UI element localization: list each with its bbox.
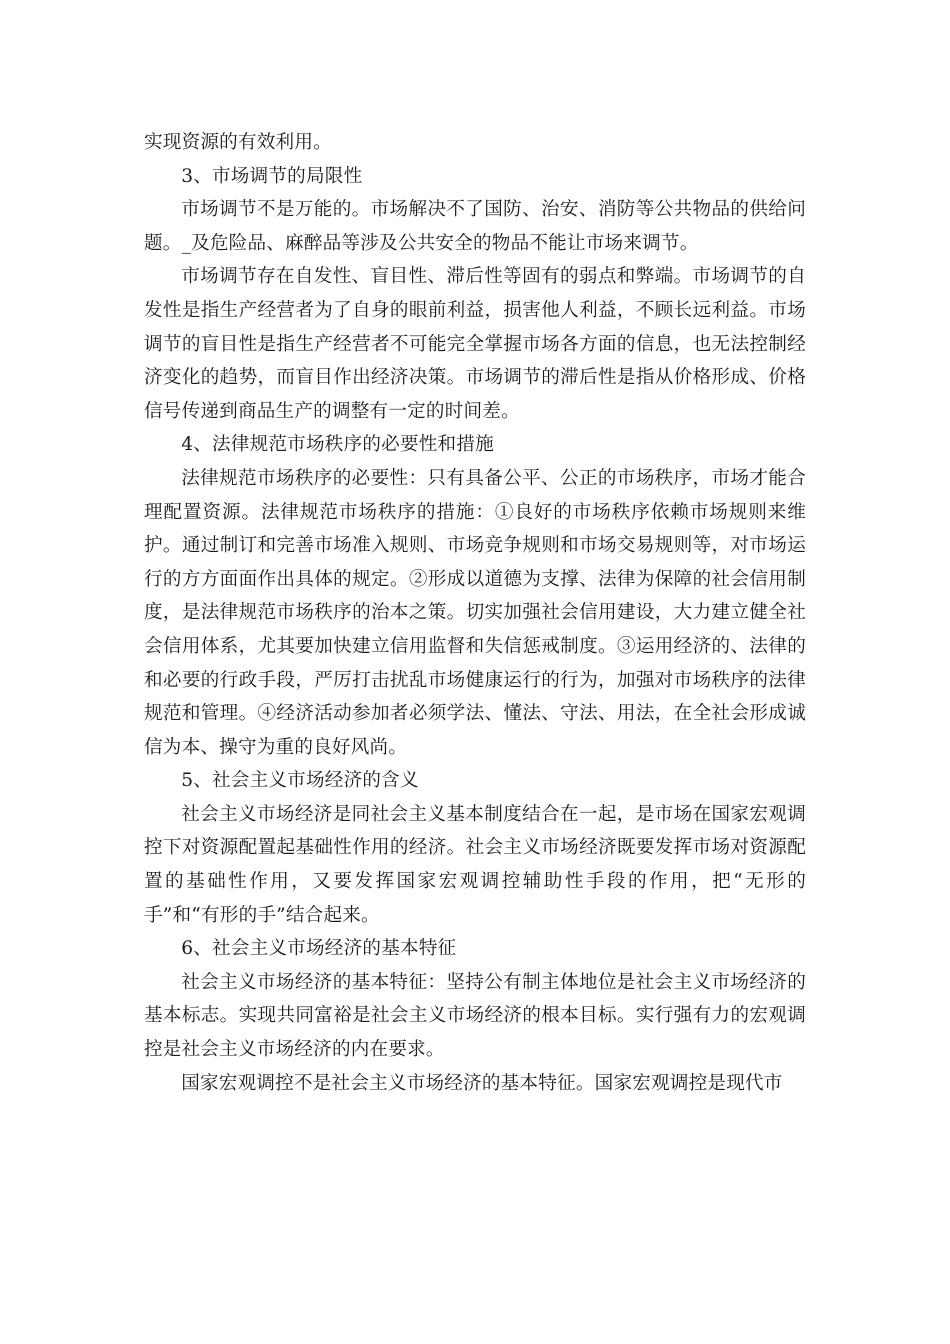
section-heading-6: 6、社会主义市场经济的基本特征 — [181, 938, 457, 960]
paragraph: 社会主义市场经济的基本特征：坚持公有制主体地位是社会主义市场经济的基本标志。实现共同富裕是社会主义市场经济的根本目标。实行强有力的宏观调控是社会主义市场经济的内在要求。 — [144, 971, 806, 1061]
section-heading-5: 5、社会主义市场经济的含义 — [181, 770, 419, 792]
section-heading-3: 3、市场调节的局限性 — [181, 165, 363, 187]
paragraph: 法律规范市场秩序的必要性：只有具备公平、公正的市场秩序，市场才能合理配置资源。法律规范市场秩序的措施：①良好的市场秩序依赖市场规则来维护。通过制订和完善市场准入规则、市场竞争规则和市场交易规则等，对市场运行的方方面面作出具体的规定。②形成以道德为支撑、法律为保障的社会信用制度，是法律规范市场秩序的治本之策。切实加强社会信用建设，大力建立健全社会信用体系，尤其要加快建立信用监督和失信惩戒制度。③运用经济的、法律的和必要的行政手段，严厉打击扰乱市场健康运行的行为，加强对市场秩序的法律规范和管理。④经济活动参加者必须学法、懂法、守法、用法，在全社会形成诚信为本、操守为重的良好风尚。 — [144, 467, 806, 758]
paragraph: 社会主义市场经济是同社会主义基本制度结合在一起，是市场在国家宏观调控下对资源配置起基础性作用的经济。社会主义市场经济既要发挥市场对资源配置的基础性作用，又要发挥国家宏观调控辅助性手段的作用，把“无形的手”和“有形的手”结合起来。 — [144, 803, 806, 926]
section-heading-4: 4、法律规范市场秩序的必要性和措施 — [181, 434, 494, 456]
paragraph: 市场调节不是万能的。市场解决不了国防、治安、消防等公共物品的供给问题。_及危险品、麻醉品等涉及公共安全的物品不能让市场来调节。 — [144, 199, 806, 254]
document-page — [144, 126, 806, 1100]
paragraph: 国家宏观调控不是社会主义市场经济的基本特征。国家宏观调控是现代市 — [181, 1072, 783, 1094]
paragraph-continuation: 实现资源的有效利用。 — [144, 132, 332, 153]
paragraph: 市场调节存在自发性、盲目性、滞后性等固有的弱点和弊端。市场调节的自发性是指生产经营者为了自身的眼前利益，损害他人利益，不顾长远利益。市场调节的盲目性是指生产经营者不可能完全掌握市场各方面的信息，也无法控制经济变化的趋势，而盲目作出经济决策。市场调节的滞后性是指从价格形成、价格信号传递到商品生产的调整有一定的时间差。 — [144, 266, 806, 422]
